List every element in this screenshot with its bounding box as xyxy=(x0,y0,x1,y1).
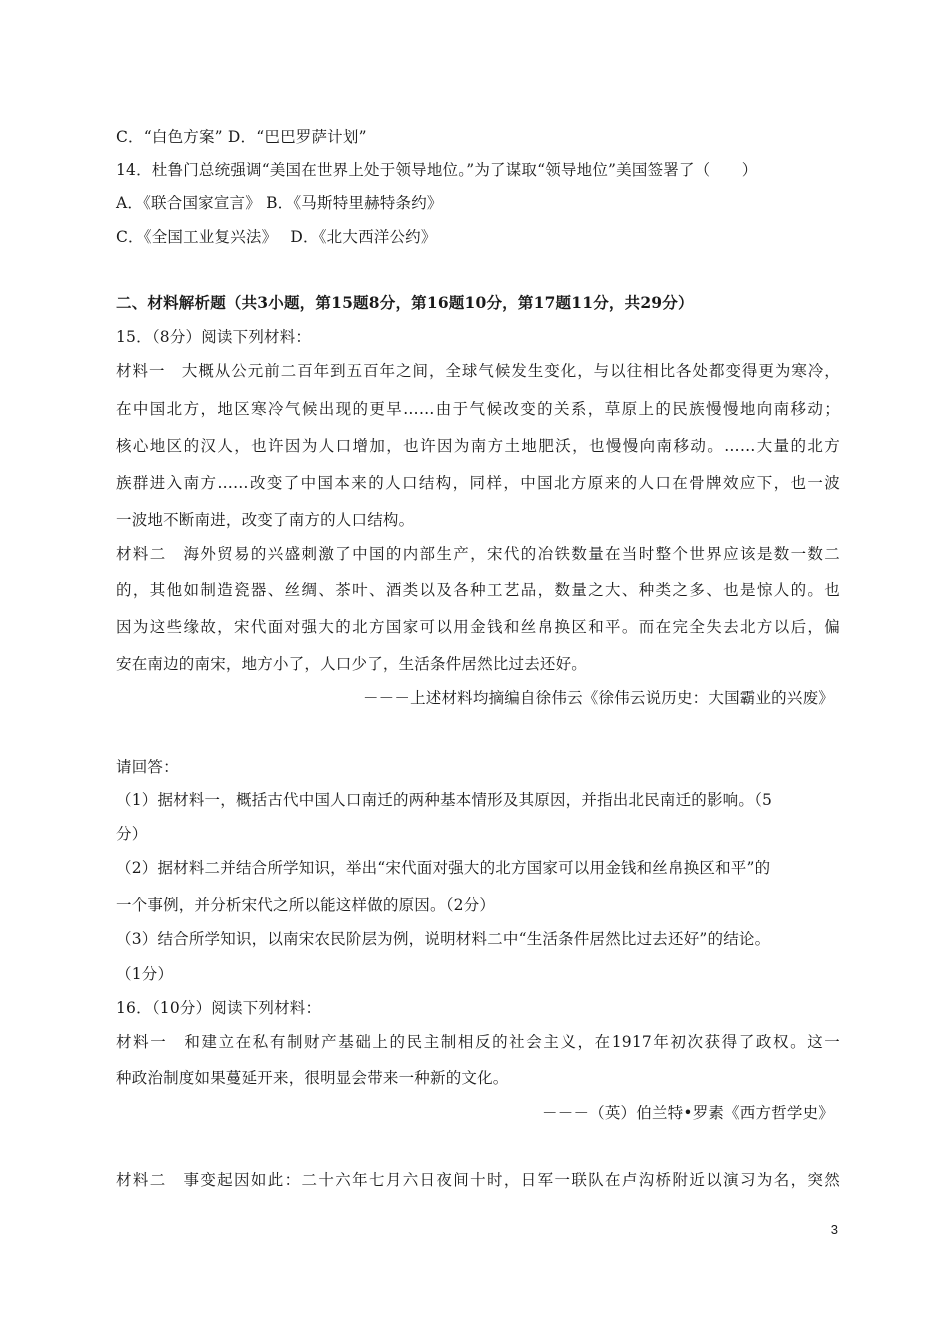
q16-material2-line: 材料二 事变起因如此：二十六年七月六日夜间十时，日军一联队在卢沟桥附近以演习为名，突然 xyxy=(116,1171,840,1189)
section-heading: 二、材料解析题（共3小题，第15题8分，第16题10分，第17题11分，共29分） xyxy=(116,293,694,312)
q16-source: －－－（英）伯兰特•罗素《西方哲学史》 xyxy=(542,1104,834,1122)
page-number: 3 xyxy=(830,1222,838,1237)
q15-material1-line: 在中国北方，地区寒冷气候出现的更早……由于气候改变的关系，草原上的民族慢慢地向南移动； xyxy=(116,400,840,418)
q15-material2-line: 材料二 海外贸易的兴盛刺激了中国的内部生产，宋代的冶铁数量在当时整个世界应该是数一数二 xyxy=(116,545,840,563)
q15-material2-line: 安在南边的南宋，地方小了，人口少了，生活条件居然比过去还好。 xyxy=(116,655,588,673)
q15-subquestion-1: （1）据材料一，概括古代中国人口南迁的两种基本情形及其原因，并指出北民南迁的影响。（5 xyxy=(116,791,773,809)
q15-source: －－－上述材料均摘编自徐伟云《徐伟云说历史：大国霸业的兴废》 xyxy=(362,689,834,707)
q15-material1-line: 族群进入南方……改变了中国本来的人口结构，同样，中国北方原来的人口在骨牌效应下，也一波 xyxy=(116,474,840,492)
q15-material2-line: 因为这些缘故，宋代面对强大的北方国家可以用金钱和丝帛换区和平。而在完全失去北方以后，偏 xyxy=(116,618,840,636)
q15-subquestion-2: （2）据材料二并结合所学知识，举出“宋代面对强大的北方国家可以用金钱和丝帛换区和平”的 xyxy=(116,859,771,877)
q15-material2-line: 的，其他如制造瓷器、丝绸、茶叶、酒类以及各种工艺品，数量之大、种类之多、也是惊人的。也 xyxy=(116,581,840,599)
q15-material1-line: 核心地区的汉人，也许因为人口增加，也许因为南方土地肥沃，也慢慢向南移动。……大量的北方 xyxy=(116,437,840,455)
q14-options-ab: A．《联合国家宣言》 B．《马斯特里赫特条约》 xyxy=(116,194,443,212)
q15-subquestion-3: （3）结合所学知识，以南宋农民阶层为例，说明材料二中“生活条件居然比过去还好”的结论。 xyxy=(116,930,771,948)
q15-material1-line: 一波地不断南进，改变了南方的人口结构。 xyxy=(116,511,415,529)
q15-material1-line: 材料一 大概从公元前二百年到五百年之间，全球气候发生变化，与以往相比各处都变得更为寒冷， xyxy=(116,362,840,380)
q15-stem: 15．（8分）阅读下列材料： xyxy=(116,328,312,346)
q15-prompt: 请回答： xyxy=(116,758,179,776)
q14-stem: 14．杜鲁门总统强调“美国在世界上处于领导地位。”为了谋取“领导地位”美国签署了（ ） xyxy=(116,161,758,179)
q16-material1-line: 材料一 和建立在私有制财产基础上的民主制相反的社会主义，在1917年初次获得了政权。这一 xyxy=(116,1033,840,1051)
q14-options-cd: C．《全国工业复兴法》 D．《北大西洋公约》 xyxy=(116,228,437,246)
q15-subquestion-3-cont: （1分） xyxy=(116,965,174,983)
q15-subquestion-2-cont: 一个事例，并分析宋代之所以能这样做的原因。（2分） xyxy=(116,896,496,914)
q16-material1-line: 种政治制度如果蔓延开来，很明显会带来一种新的文化。 xyxy=(116,1069,509,1087)
q13-options-cd: C．“白色方案” D．“巴巴罗萨计划” xyxy=(116,128,367,146)
q16-stem: 16．（10分）阅读下列材料： xyxy=(116,999,322,1017)
q15-subquestion-1-cont: 分） xyxy=(116,825,148,843)
